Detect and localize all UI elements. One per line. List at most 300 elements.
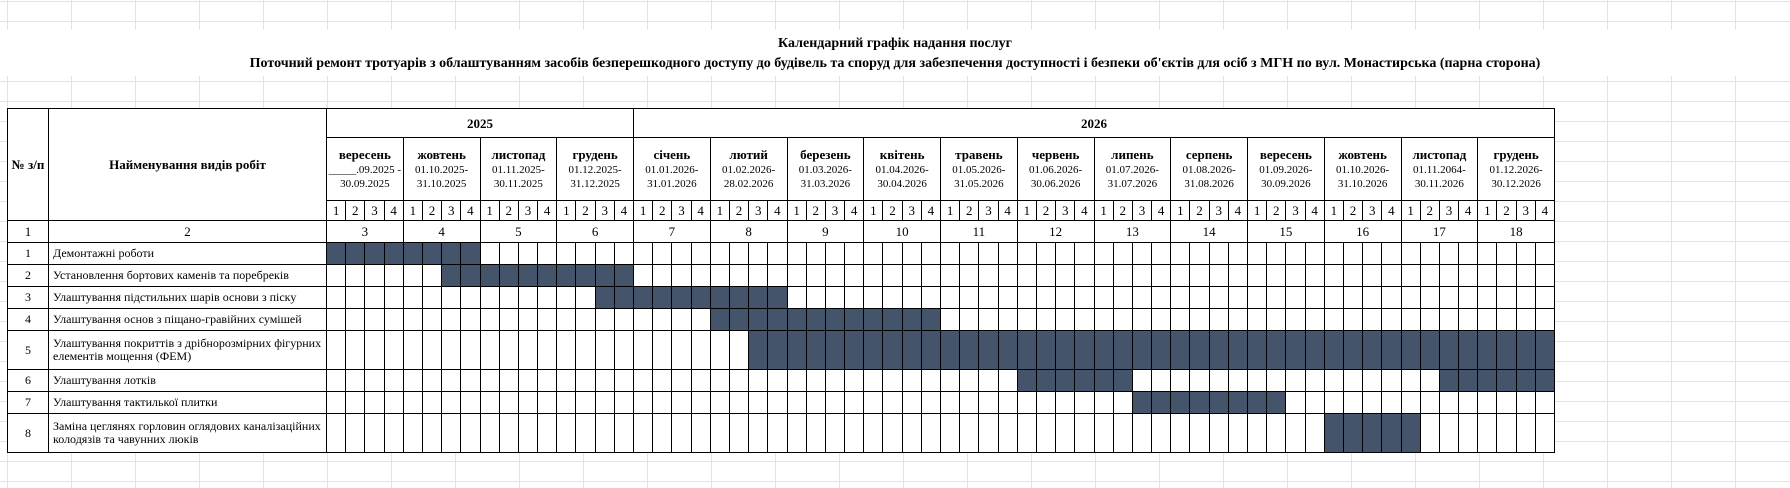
gantt-empty-cell [749,414,768,453]
gantt-bar-cell [518,265,537,287]
month-range-end: 31.10.2025 [416,178,467,190]
week-number: 4 [614,201,633,221]
gantt-empty-cell [902,414,921,453]
task-name: Улаштування лотків [49,370,327,392]
gantt-empty-cell [1535,414,1554,453]
month-header [1401,138,1478,201]
gantt-empty-cell [634,414,653,453]
gantt-bar-cell [461,265,480,287]
gantt-empty-cell [538,287,557,309]
gantt-empty-cell [1171,287,1190,309]
gantt-empty-cell [1017,243,1036,265]
gantt-empty-cell [672,309,691,331]
gantt-bar-cell [1497,370,1516,392]
week-number: 3 [672,201,691,221]
gantt-empty-cell [634,309,653,331]
week-number: 1 [941,201,960,221]
gantt-bar-cell [1363,414,1382,453]
gantt-empty-cell [1094,414,1113,453]
task-name: Улаштування підстильних шарів основи з піску [49,287,327,309]
gantt-bar-cell [653,287,672,309]
gantt-empty-cell [480,331,499,370]
gantt-bar-cell [1152,392,1171,414]
gantt-empty-cell [1228,243,1247,265]
gantt-empty-cell [1267,309,1286,331]
gantt-bar-cell [557,265,576,287]
week-number: 4 [691,201,710,221]
gantt-empty-cell [480,370,499,392]
gantt-empty-cell [710,414,729,453]
gantt-empty-cell [327,287,346,309]
gantt-empty-cell [346,309,365,331]
gantt-empty-cell [1363,265,1382,287]
gantt-bar-cell [595,287,614,309]
gantt-empty-cell [729,414,748,453]
week-number: 3 [749,201,768,221]
gantt-bar-cell [864,309,883,331]
gantt-empty-cell [576,309,595,331]
task-name: Демонтажні роботи [49,243,327,265]
gantt-empty-cell [1190,414,1209,453]
gantt-empty-cell [442,287,461,309]
gantt-empty-cell [1190,287,1209,309]
gantt-empty-cell [614,414,633,453]
gantt-empty-cell [1459,243,1478,265]
gantt-empty-cell [442,370,461,392]
gantt-empty-cell [518,370,537,392]
month-range-end: 28.02.2026 [723,178,774,190]
week-number: 3 [1209,201,1228,221]
header-row-column-numbers [8,221,1555,243]
gantt-empty-cell [576,331,595,370]
gantt-empty-cell [1459,392,1478,414]
gantt-empty-cell [1516,414,1535,453]
month-name: липень [1111,147,1154,162]
week-number: 3 [595,201,614,221]
gantt-empty-cell [729,331,748,370]
gantt-bar-cell [806,309,825,331]
month-range-start: 01.03.2026- [798,164,852,176]
gantt-empty-cell [384,309,403,331]
week-number: 2 [346,201,365,221]
gantt-empty-cell [691,414,710,453]
gantt-empty-cell [422,370,441,392]
gantt-empty-cell [1535,392,1554,414]
gantt-empty-cell [1516,287,1535,309]
task-number: 7 [8,392,49,414]
gantt-empty-cell [442,414,461,453]
gantt-empty-cell [941,309,960,331]
week-number: 2 [1497,201,1516,221]
gantt-empty-cell [1017,265,1036,287]
month-range-start: 01.09.2026- [1259,164,1313,176]
gantt-empty-cell [941,414,960,453]
gantt-empty-cell [1439,243,1458,265]
gantt-empty-cell [461,287,480,309]
column-number: 16 [1324,221,1401,243]
gantt-empty-cell [1324,370,1343,392]
header-number-label: № з/п [8,109,49,221]
gantt-empty-cell [960,370,979,392]
gantt-empty-cell [749,265,768,287]
gantt-empty-cell [941,243,960,265]
gantt-bar-cell [1267,331,1286,370]
month-range-end: 30.06.2026 [1030,178,1081,190]
gantt-empty-cell [1382,370,1401,392]
gantt-empty-cell [1286,392,1305,414]
gantt-empty-cell [499,331,518,370]
gantt-empty-cell [1363,392,1382,414]
gantt-empty-cell [1132,309,1151,331]
month-range-start: 01.08.2026- [1182,164,1236,176]
gantt-empty-cell [1036,287,1055,309]
gantt-empty-cell [1094,243,1113,265]
gantt-empty-cell [998,243,1017,265]
gantt-bar-cell [1439,370,1458,392]
gantt-empty-cell [1267,287,1286,309]
gantt-empty-cell [1420,287,1439,309]
gantt-bar-cell [845,309,864,331]
task-row [8,265,1555,287]
gantt-empty-cell [998,265,1017,287]
gantt-bar-cell [1190,331,1209,370]
gantt-empty-cell [710,370,729,392]
gantt-empty-cell [883,370,902,392]
week-number: 1 [480,201,499,221]
gantt-empty-cell [729,370,748,392]
task-number: 3 [8,287,49,309]
week-number: 1 [710,201,729,221]
gantt-bar-cell [768,287,787,309]
gantt-empty-cell [960,392,979,414]
gantt-empty-cell [1535,265,1554,287]
gantt-bar-cell [1036,331,1055,370]
month-header [327,138,404,201]
month-range-start: 01.12.2026- [1489,164,1543,176]
gantt-empty-cell [518,287,537,309]
gantt-empty-cell [1113,265,1132,287]
gantt-empty-cell [960,243,979,265]
gantt-bar-cell [883,331,902,370]
week-number: 2 [1267,201,1286,221]
gantt-bar-cell [634,287,653,309]
gantt-bar-cell [845,331,864,370]
gantt-empty-cell [1190,265,1209,287]
gantt-empty-cell [883,287,902,309]
gantt-empty-cell [1056,287,1075,309]
gantt-empty-cell [480,309,499,331]
gantt-empty-cell [979,414,998,453]
gantt-empty-cell [979,392,998,414]
week-number: 3 [1056,201,1075,221]
gantt-empty-cell [1017,309,1036,331]
gantt-empty-cell [921,287,940,309]
month-range-start: 01.10.2026- [1336,164,1390,176]
gantt-empty-cell [1401,265,1420,287]
gantt-empty-cell [422,265,441,287]
gantt-empty-cell [518,309,537,331]
week-number: 4 [998,201,1017,221]
gantt-empty-cell [1171,265,1190,287]
column-number: 10 [864,221,941,243]
gantt-empty-cell [691,265,710,287]
gantt-empty-cell [710,243,729,265]
gantt-bar-cell [1478,370,1497,392]
gantt-empty-cell [1401,243,1420,265]
gantt-empty-cell [403,265,422,287]
month-header [403,138,480,201]
gantt-empty-cell [1459,287,1478,309]
month-name: жовтень [1338,147,1387,162]
column-number: 2 [49,221,327,243]
gantt-empty-cell [442,331,461,370]
gantt-bar-cell [1382,414,1401,453]
gantt-empty-cell [327,309,346,331]
gantt-empty-cell [921,243,940,265]
gantt-empty-cell [1439,392,1458,414]
gantt-bar-cell [1132,331,1151,370]
gantt-empty-cell [1209,243,1228,265]
gantt-bar-cell [1094,331,1113,370]
week-number: 2 [1190,201,1209,221]
gantt-empty-cell [1113,392,1132,414]
week-number: 3 [902,201,921,221]
task-number: 1 [8,243,49,265]
gantt-empty-cell [422,392,441,414]
gantt-empty-cell [806,243,825,265]
gantt-empty-cell [1420,414,1439,453]
month-range-end: 31.03.2026 [800,178,851,190]
gantt-empty-cell [1209,265,1228,287]
month-range-start: 01.04.2026- [875,164,929,176]
gantt-empty-cell [461,331,480,370]
month-header [557,138,634,201]
gantt-bar-cell [1516,331,1535,370]
gantt-bar-cell [480,265,499,287]
gantt-empty-cell [1152,370,1171,392]
month-range-end: 31.08.2026 [1184,178,1234,190]
gantt-empty-cell [346,287,365,309]
gantt-empty-cell [614,392,633,414]
gantt-empty-cell [1094,265,1113,287]
gantt-bar-cell [442,243,461,265]
gantt-empty-cell [806,392,825,414]
gantt-empty-cell [1036,414,1055,453]
gantt-empty-cell [461,392,480,414]
week-number: 3 [518,201,537,221]
month-range-start: _____.09.2025 - [328,164,402,176]
gantt-empty-cell [518,414,537,453]
gantt-empty-cell [864,265,883,287]
gantt-bar-cell [595,265,614,287]
gantt-bar-cell [1459,331,1478,370]
gantt-bar-cell [1075,331,1094,370]
gantt-empty-cell [672,331,691,370]
week-number: 1 [1248,201,1267,221]
gantt-bar-cell [1228,392,1247,414]
gantt-empty-cell [1113,309,1132,331]
column-number: 6 [557,221,634,243]
week-number: 1 [1324,201,1343,221]
gantt-empty-cell [825,243,844,265]
schedule-title: Календарний графік надання послуг [0,36,1790,52]
month-header [1478,138,1555,201]
gantt-empty-cell [1459,265,1478,287]
gantt-empty-cell [614,331,633,370]
gantt-empty-cell [346,265,365,287]
gantt-empty-cell [1132,370,1151,392]
gantt-empty-cell [403,414,422,453]
gantt-empty-cell [499,243,518,265]
gantt-bar-cell [1459,370,1478,392]
month-range-end: 30.09.2025 [340,178,390,190]
gantt-empty-cell [557,287,576,309]
gantt-empty-cell [614,309,633,331]
gantt-empty-cell [576,243,595,265]
gantt-empty-cell [729,243,748,265]
gantt-empty-cell [518,331,537,370]
gantt-empty-cell [1017,287,1036,309]
gantt-empty-cell [1305,414,1324,453]
column-number: 3 [327,221,404,243]
gantt-empty-cell [825,265,844,287]
gantt-bar-cell [461,243,480,265]
gantt-empty-cell [557,243,576,265]
gantt-empty-cell [1267,370,1286,392]
gantt-empty-cell [787,370,806,392]
gantt-empty-cell [806,265,825,287]
gantt-empty-cell [979,370,998,392]
gantt-bar-cell [1075,370,1094,392]
gantt-empty-cell [653,309,672,331]
gantt-empty-cell [365,392,384,414]
gantt-bar-cell [710,309,729,331]
gantt-empty-cell [538,392,557,414]
gantt-bar-cell [883,309,902,331]
gantt-empty-cell [653,370,672,392]
gantt-bar-cell [614,287,633,309]
gantt-empty-cell [1228,265,1247,287]
month-range-start: 01.11.2064- [1412,164,1466,176]
gantt-empty-cell [864,414,883,453]
gantt-empty-cell [346,392,365,414]
gantt-empty-cell [499,414,518,453]
week-number: 3 [1363,201,1382,221]
gantt-empty-cell [442,309,461,331]
gantt-empty-cell [1113,414,1132,453]
gantt-empty-cell [365,265,384,287]
gantt-empty-cell [768,370,787,392]
gantt-empty-cell [1228,309,1247,331]
gantt-empty-cell [806,414,825,453]
month-range-start: 01.02.2026- [722,164,776,176]
week-number: 1 [1401,201,1420,221]
gantt-bar-cell [1497,331,1516,370]
gantt-empty-cell [921,414,940,453]
gantt-empty-cell [403,370,422,392]
column-number: 5 [480,221,557,243]
task-row [8,243,1555,265]
gantt-empty-cell [1305,287,1324,309]
week-number: 2 [1113,201,1132,221]
gantt-empty-cell [998,287,1017,309]
gantt-empty-cell [1209,370,1228,392]
gantt-empty-cell [1248,309,1267,331]
week-number: 4 [1459,201,1478,221]
gantt-empty-cell [1171,370,1190,392]
gantt-bar-cell [806,331,825,370]
gantt-empty-cell [1132,243,1151,265]
gantt-empty-cell [1305,370,1324,392]
gantt-empty-cell [653,243,672,265]
gantt-empty-cell [1401,309,1420,331]
gantt-empty-cell [749,392,768,414]
gantt-bar-cell [1113,331,1132,370]
month-range-start: 01.06.2026- [1029,164,1083,176]
gantt-empty-cell [845,392,864,414]
gantt-empty-cell [403,392,422,414]
gantt-bar-cell [576,265,595,287]
week-number: 4 [1152,201,1171,221]
task-name: Улаштування покриттів з дрібнорозмірних фігурних елементів мощення (ФЕМ) [49,331,327,370]
gantt-empty-cell [691,370,710,392]
gantt-empty-cell [1017,414,1036,453]
week-number: 2 [422,201,441,221]
gantt-empty-cell [346,414,365,453]
task-number: 2 [8,265,49,287]
gantt-empty-cell [1324,309,1343,331]
gantt-empty-cell [1363,287,1382,309]
gantt-empty-cell [346,331,365,370]
week-number: 1 [1171,201,1190,221]
gantt-empty-cell [1286,265,1305,287]
month-name: жовтень [417,147,466,162]
gantt-empty-cell [480,392,499,414]
gantt-bar-cell [1420,331,1439,370]
week-number: 3 [825,201,844,221]
gantt-empty-cell [998,392,1017,414]
task-row [8,309,1555,331]
month-header [864,138,941,201]
gantt-empty-cell [960,414,979,453]
gantt-empty-cell [1248,265,1267,287]
week-number: 2 [576,201,595,221]
gantt-empty-cell [1056,243,1075,265]
gantt-empty-cell [806,370,825,392]
gantt-bar-cell [749,331,768,370]
gantt-empty-cell [1324,287,1343,309]
gantt-empty-cell [710,392,729,414]
week-number: 4 [845,201,864,221]
gantt-empty-cell [1420,392,1439,414]
gantt-empty-cell [1228,287,1247,309]
gantt-empty-cell [1343,287,1362,309]
gantt-empty-cell [499,287,518,309]
gantt-bar-cell [960,331,979,370]
gantt-bar-cell [749,287,768,309]
gantt-empty-cell [1305,243,1324,265]
column-number: 8 [710,221,787,243]
gantt-empty-cell [1420,243,1439,265]
week-number: 4 [921,201,940,221]
month-header [1094,138,1171,201]
gantt-empty-cell [845,414,864,453]
gantt-empty-cell [1382,392,1401,414]
gantt-empty-cell [787,265,806,287]
column-number: 9 [787,221,864,243]
gantt-bar-cell [1535,331,1554,370]
gantt-empty-cell [557,414,576,453]
